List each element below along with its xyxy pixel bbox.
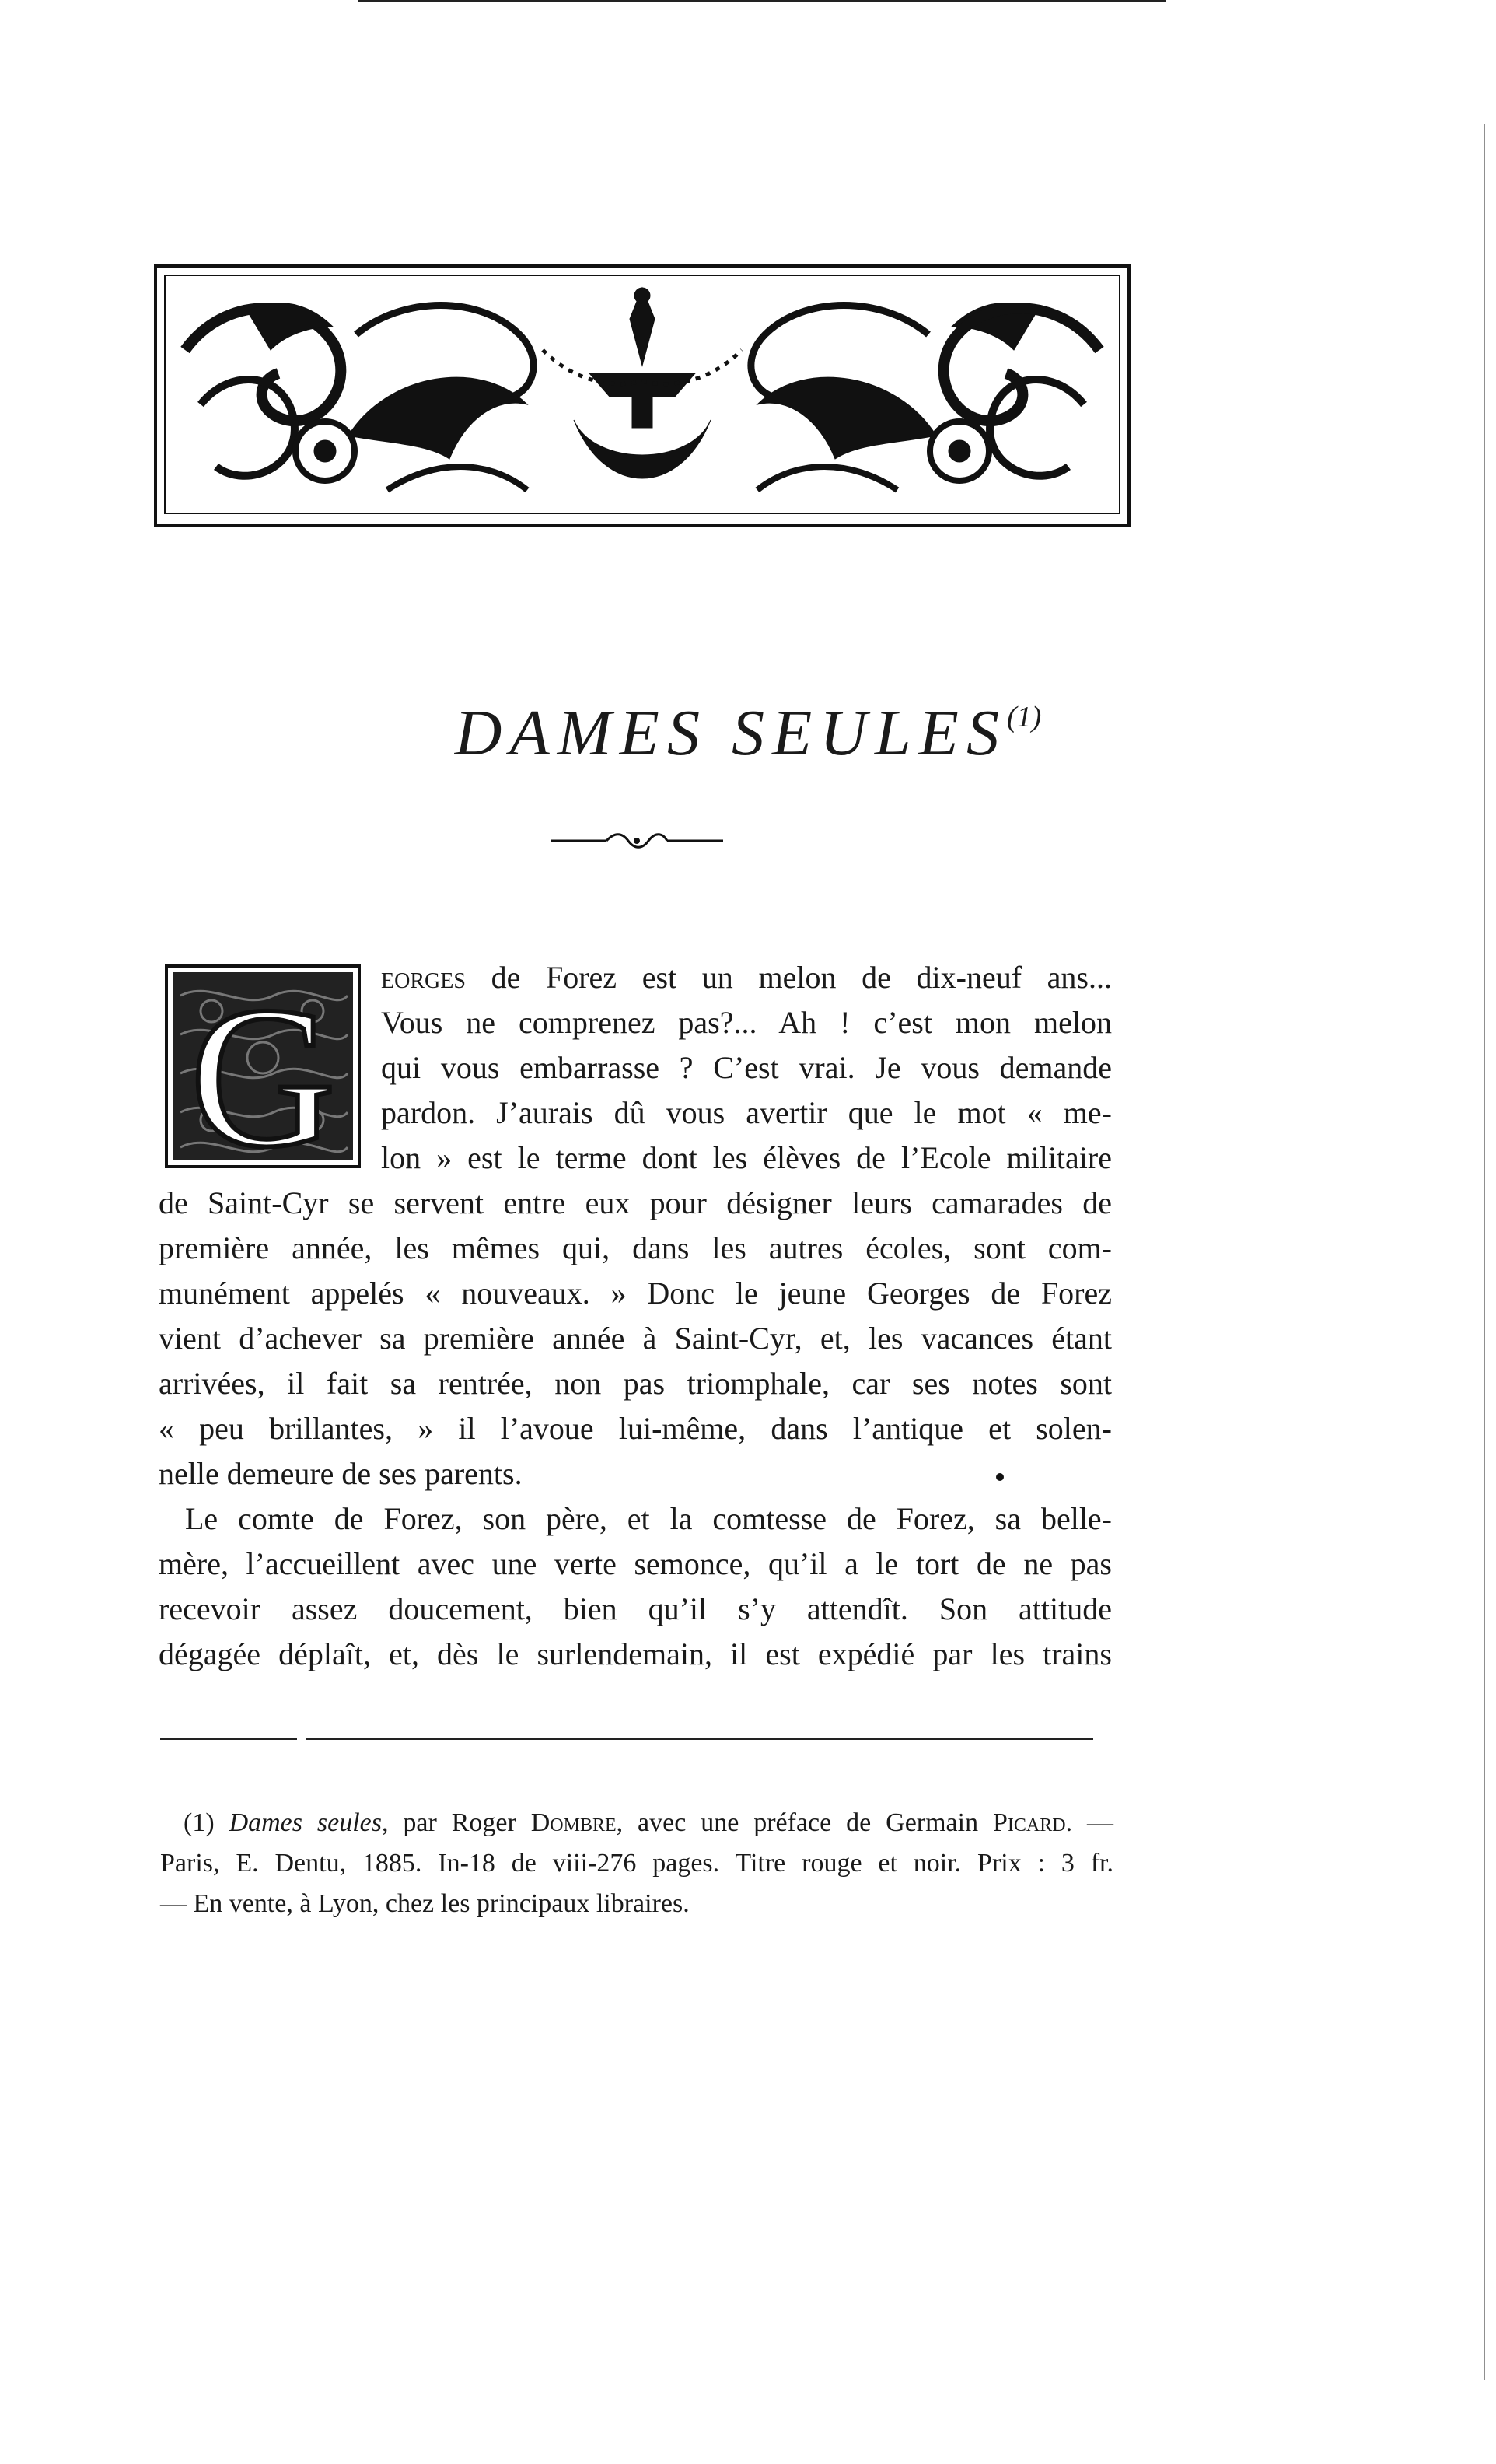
- footnote-line: — En vente, à Lyon, chez les principaux libraires.: [160, 1889, 690, 1918]
- text-line: nelle demeure de ses parents.: [159, 1456, 523, 1491]
- text-line: de Saint-Cyr se servent entre eux pour désigner leurs camarades de: [159, 1185, 1112, 1220]
- drop-cap-letter: G: [190, 965, 336, 1168]
- text-line: pardon. J’aurais dû vous avertir que le mot « me-: [381, 1095, 1112, 1130]
- text-line: dégagée déplaît, et, dès le surlendemain, il est expédié par les trains: [159, 1636, 1112, 1671]
- title-ornament: [551, 829, 723, 852]
- text-line: Vous ne comprenez pas?... Ah ! c’est mon melon: [381, 1005, 1112, 1040]
- headpiece-engraving: [154, 264, 1131, 527]
- footnote-line: Paris, E. Dentu, 1885. In-18 de viii-276 pages. Titre rouge et noir. Prix : 3 fr.: [160, 1849, 1113, 1878]
- text-line: munément appelés « nouveaux. » Donc le jeune Georges de Forez: [159, 1276, 1112, 1311]
- text-line: « peu brillantes, » il l’avoue lui-même, dans l’antique et solen-: [159, 1411, 1112, 1446]
- footnote-line: (1) Dames seules, par Roger Dombre, avec une préface de Germain Picard. —: [184, 1808, 1113, 1837]
- stray-mark: [996, 1473, 1004, 1481]
- text-line: lon » est le terme dont les élèves de l’Ecole militaire: [381, 1140, 1112, 1175]
- text-line: qui vous embarrasse ? C’est vrai. Je vous demande: [381, 1050, 1112, 1085]
- text-line: recevoir assez doucement, bien qu’il s’y attendît. Son attitude: [159, 1591, 1112, 1626]
- title-text: DAMES SEULES: [454, 697, 1007, 769]
- title-note-marker: (1): [1006, 701, 1042, 733]
- text-line: vient d’achever sa première année à Saint-Cyr, et, les vacances étant: [159, 1321, 1112, 1356]
- text-line: eorges de Forez est un melon de dix-neuf ans...: [381, 960, 1112, 995]
- footnote-rule-short: [160, 1738, 297, 1740]
- paragraph-first-line: Le comte de Forez, son père, et la comtesse de Forez, sa belle-: [185, 1501, 1112, 1536]
- ornamental-headpiece: [154, 264, 1131, 527]
- page-edge-shadow: [1484, 124, 1485, 2380]
- text-line: première année, les mêmes qui, dans les autres écoles, sont com-: [159, 1230, 1112, 1265]
- text-line: mère, l’accueillent avec une verte semonce, qu’il a le tort de ne pas: [159, 1546, 1112, 1581]
- text-line: arrivées, il fait sa rentrée, non pas triomphale, car ses notes sont: [159, 1366, 1112, 1401]
- footnote-rule-long: [306, 1738, 1093, 1740]
- chapter-title: [0, 695, 1496, 771]
- top-edge-rule: [358, 0, 1166, 2]
- drop-cap: [165, 964, 361, 1168]
- drop-cap-engraving: [165, 964, 361, 1168]
